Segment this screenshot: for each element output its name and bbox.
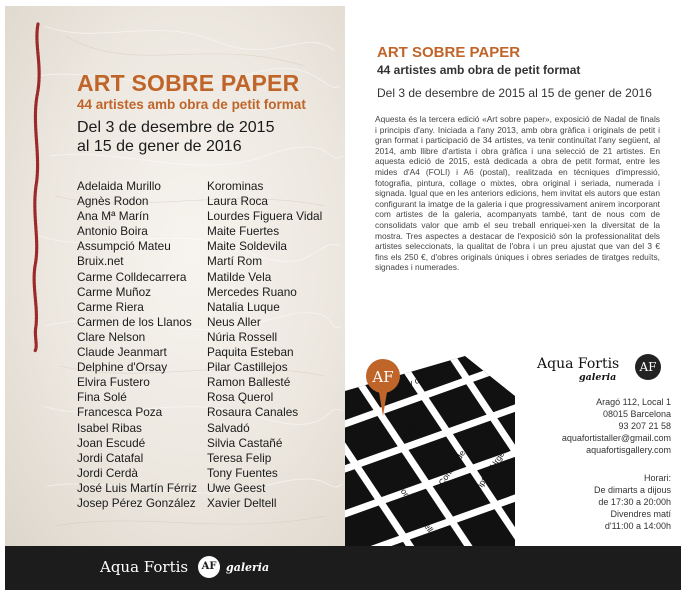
gallery-logo-sub: galeria	[579, 372, 617, 383]
artist-name: Lourdes Figuera Vidal	[207, 209, 323, 224]
artist-name: Agnès Rodon	[77, 194, 149, 209]
artist-name: Paquita Esteban	[207, 345, 294, 360]
artist-name: Uwe Geest	[207, 480, 266, 495]
artist-name: Delphine d'Orsay	[77, 360, 168, 375]
right-dates: Del 3 de desembre de 2015 al 15 de gener de 2016	[377, 86, 652, 100]
artist-name: Ramon Ballesté	[207, 375, 291, 390]
gallery-logo-badge: AF	[635, 354, 661, 380]
left-title: ART SOBRE PAPER	[77, 70, 300, 96]
phone-number: 93 207 21 58	[618, 421, 671, 431]
artist-list-column-1	[77, 179, 197, 511]
footer-logo-badge: AF	[198, 556, 220, 578]
artist-name: Assumpció Mateu	[77, 239, 171, 254]
address-line-2: 08015 Barcelona	[602, 409, 671, 419]
artist-name: Carme Riera	[77, 299, 144, 314]
artist-name: Rosaura Canales	[207, 405, 299, 420]
hours-line-1: De dimarts a dijous	[593, 485, 671, 495]
right-subtitle: 44 artistes amb obra de petit format	[377, 63, 581, 77]
artist-name: Josep Pérez González	[77, 495, 196, 510]
artist-name: Silvia Castañé	[207, 435, 283, 450]
street-label-av-roma: av de Roma	[402, 364, 449, 390]
left-dates	[77, 118, 274, 156]
artist-name: Rosa Querol	[207, 390, 274, 405]
hours-title: Horari:	[643, 473, 671, 483]
artist-name: Matilde Vela	[207, 269, 272, 284]
gallery-logo-name: Aqua Fortis	[537, 356, 620, 372]
email-link[interactable]: aquafortistaller@gmail.com	[561, 433, 671, 443]
artist-name: Clare Nelson	[77, 329, 146, 344]
artist-name: Claude Jeanmart	[77, 345, 167, 360]
artist-name: Maite Soldevila	[207, 239, 287, 254]
footer-logo-sub: galeria	[226, 561, 270, 574]
artist-name: Mercedes Ruano	[207, 284, 297, 299]
artist-name: José Luis Martín Férriz	[77, 480, 197, 495]
artist-name: Carmen de los Llanos	[77, 314, 192, 329]
artist-name: Jordi Catafal	[77, 450, 144, 465]
gallery-contact	[562, 396, 671, 456]
exhibition-description: Aquesta és la tercera edició «Art sobre paper», exposició de Nadal de finals i principis d'any. Iniciada a l'any 2013, amb obra gràfica i originals de petit i gran format i participació de 34 artistes, va tenir continuïtat l'any següent, al 2014, amb llibre d'artista i obra gràfica i una selecció de 21 artistes. En aquesta edició de 2015, està dedicada a obra de petit format, entre les mides d'A4 (FOLI) i A6 (postal), realitzada en tècniques d'impressió, fotografia, pintura, collage o mixtes, obra original i seriada, numerada i signada. Igual que en les anteriors edicions, hem invitat els autors que estan configurant la imatge de la galeria i que progressivament anirem incorporant com artistes de la galeria, acompanyats també, tant de nous com de consolidats valor que amb el seu treball enriquei-xen la diversitat de la mostra. Tres aspectes a destacar de l'exposició són la professionalitat dels artistes seleccionats, la qualitat de l'obra i un preu ajustat que van del 3 € fins els 250 €, d'obres originals úniques i obres seriades de tiratges reduïts, signades i numerades.	[375, 114, 660, 273]
left-dates-line2: al 15 de gener de 2016	[77, 138, 242, 155]
street-label-arago: Aragó	[399, 416, 420, 441]
opening-hours	[594, 472, 671, 532]
hours-line-2: de 17:30 a 20:00h	[598, 497, 671, 507]
artist-name: Carme Muñoz	[77, 284, 152, 299]
artist-name: Neus Aller	[207, 314, 261, 329]
artist-name: Tony Fuentes	[207, 465, 278, 480]
street-label-compte-borrell: Compte Borrell	[395, 481, 436, 535]
footer-logo-name: Aqua Fortis	[100, 558, 189, 576]
artist-name: Jordi Cerdà	[77, 465, 138, 480]
artist-name: Elvira Fustero	[77, 375, 150, 390]
artist-name: Francesca Poza	[77, 405, 163, 420]
right-title: ART SOBRE PAPER	[377, 44, 521, 61]
footer-bar	[5, 546, 681, 590]
artist-name: Korominas	[207, 179, 264, 193]
artist-name: Pilar Castillejos	[207, 360, 288, 375]
left-subtitle: 44 artistes amb obra de petit format	[77, 97, 306, 112]
artist-name: Xavier Deltell	[207, 495, 277, 510]
street-label-consell-de-cent: Consell de Cent	[436, 431, 479, 488]
artist-name: Teresa Felip	[207, 450, 272, 465]
artist-name: Adelaida Murillo	[77, 179, 161, 193]
artist-name: Natalia Luque	[207, 299, 280, 314]
red-thread-decoration	[34, 24, 39, 351]
artist-name: Antonio Boira	[77, 224, 148, 239]
left-dates-line1: Del 3 de desembre de 2015	[77, 119, 275, 136]
website-link[interactable]: aquafortisgallery.com	[586, 445, 671, 455]
hours-line-4: d'11:00 a 14:00h	[604, 521, 671, 531]
gallery-logo	[535, 352, 667, 386]
hours-line-3: Divendres matí	[610, 509, 671, 519]
artist-name: Fina Solé	[77, 390, 127, 405]
map-pin-label: AF	[372, 368, 394, 386]
artist-name: Bruix.net	[77, 254, 124, 269]
location-map	[345, 336, 515, 546]
artist-name: Isabel Ribas	[77, 420, 142, 435]
address-line-1: Aragó 112, Local 1	[596, 397, 671, 407]
artist-name: Laura Roca	[207, 194, 268, 209]
left-panel	[5, 6, 345, 546]
right-panel	[345, 6, 681, 546]
artist-name: Martí Rom	[207, 254, 263, 269]
artist-name: Joan Escudé	[77, 435, 146, 450]
artist-list-column-2	[207, 179, 322, 511]
street-label-compte-urgell: Compte d'Urgell	[466, 446, 509, 503]
artist-name: Carme Colldecarrera	[77, 269, 187, 284]
artist-name: Maite Fuertes	[207, 224, 280, 239]
artist-name: Ana Mª Marín	[77, 209, 149, 224]
artist-name: Núria Rossell	[207, 329, 278, 344]
artist-name: Salvadó	[207, 420, 250, 435]
